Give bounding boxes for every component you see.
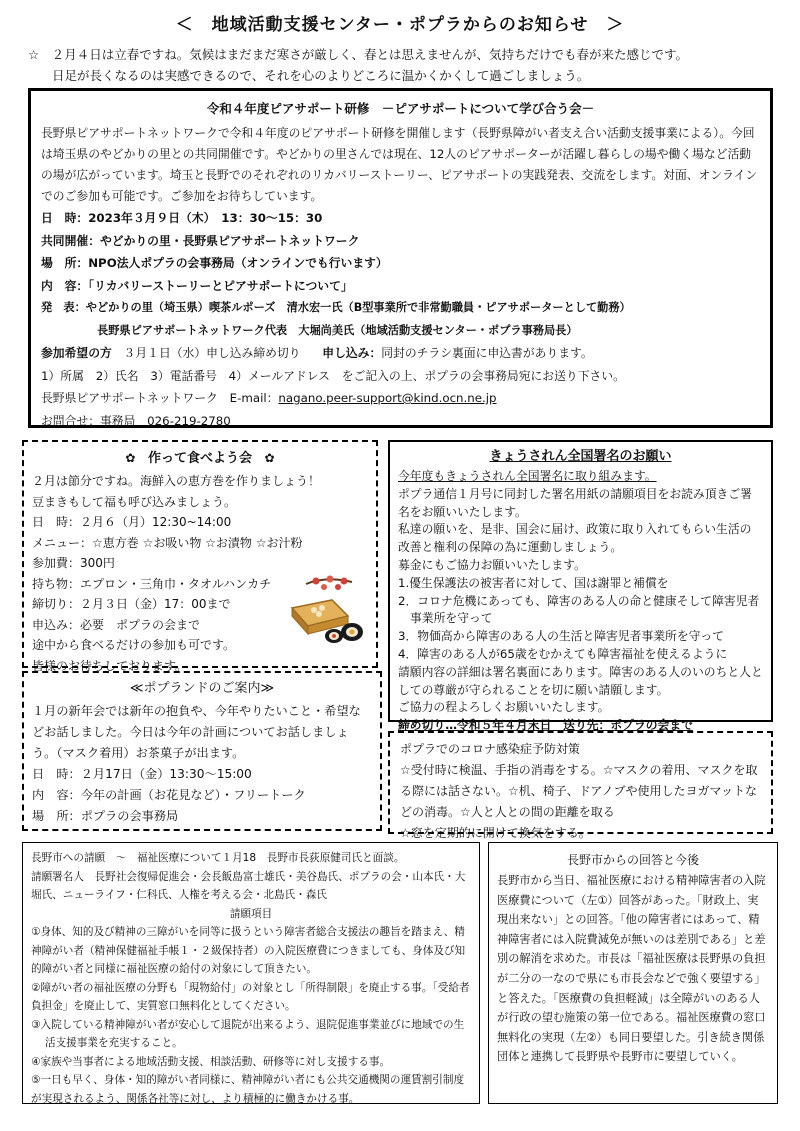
- petition-item-2: 2．コロナ危機にあっても、障害のある人の命と健康そして障害児者事業所を守って: [398, 593, 760, 626]
- covid-section: [388, 731, 773, 840]
- cooking-items: 持ち物：エプロン・三角巾・タオルハンカチ: [32, 576, 272, 591]
- petition-heading: きょうされん全国署名のお願い: [489, 449, 672, 464]
- cooking-deadline: 締切り：２月３日（金）17：00まで: [32, 597, 231, 611]
- cooking-fee: 参加費：300円: [32, 556, 115, 570]
- popland-heading: ≪ポプランドのご案内≫: [129, 681, 275, 696]
- popland-content: 内 容：今年の計画（お花見など）・フリートーク: [32, 788, 306, 802]
- answer-body: 長野市から当日、福祉医療における精神障害者の入院医療費について（左①）回答があった。「財政上、実現出来ない」との回答。「他の障害者にはあって、精神障害者には入院費減免が無いのは差別である」と差別の解消を求めた。市長は「福祉医療は長野県の負担が二分の一なので県にも市長会などで強く要望する」と答えた。「医療費の負担軽減」は全障がいのある人が行政の望む施策の第一位である。福祉医療費の窓口無料化の実現（左②）も同日要望した。引き続き関係団体と連携して長野県や長野市に要望していく。: [497, 874, 766, 1064]
- popland-date: 日 時：２月17日（金）13:30～15:00: [32, 767, 252, 781]
- request-item-2: ②障がい者の福祉医療の分野も「現物給付」の対象とし「所得制限」を廃止する事。「受給者負担金」を廃止して、実質窓口無料化としてください。: [31, 981, 470, 1012]
- peer-support-speaker-1: 発 表：やどかりの里（埼玉県）喫茶ルポーズ 清水宏一氏（B型事業所で非常勤職員・ピアサポーターとして勤務）: [41, 301, 631, 314]
- flower-icon: ✿: [264, 451, 275, 465]
- cooking-date: 日 時：２月６（月）12:30~14:00: [32, 515, 232, 529]
- intro-line-1: ☆ ２月４日は立春ですね。気候はまだまだ寒さが厳しく、春とは思えませんが、気持ちだけでも春が来た感じです。: [28, 47, 688, 62]
- covid-heading: ポプラでのコロナ感染症予防対策: [400, 742, 581, 756]
- petition-item-1: 1.優生保護法の被害者に対して、国は謝罪と補償を: [398, 575, 669, 590]
- cooking-menu: メニュー：☆恵方巻 ☆お吸い物 ☆お漬物 ☆お汁粉: [32, 535, 303, 550]
- petition-line-2: ポプラ通信１月号に同封した署名用紙の請願項目をお読み頂きご署名をお願いいたします。: [398, 486, 752, 519]
- cooking-apply: 申込み：必要 ポプラの会まで: [32, 617, 201, 632]
- peer-support-cohost: 共同開催：やどかりの里・長野県ピアサポートネットワーク: [41, 233, 360, 248]
- request-line-1: 長野市への請願 ～ 福祉医療について１月18 長野市長荻原健司氏と面談。: [31, 852, 405, 864]
- peer-support-description: 長野県ピアサポートネットワークで令和４年度のピアサポート研修を開催します（長野県障がい者支え合い活動支援事業による）。今回は埼玉県のやどかりの里との共同開催です。やどかりの里さんでは現在、12人のピアサポーターが活躍し暮らしの場や働く場など活動の場が広がっています。埼玉と長野でのそれぞれのリカバリーストーリー、ピアサポートの実践発表、交流をします。対面、オンラインでのご参加も可能です。ご参加をお待ちしています。: [41, 126, 758, 203]
- petition-line-1: 今年度もきょうされん全国署名に取り組みます。: [398, 469, 657, 483]
- request-items-heading: 請願項目: [229, 907, 273, 920]
- flower-icon: ✿: [125, 451, 136, 465]
- apply-method: 同封のチラシ裏面に申込書があります。: [381, 346, 593, 360]
- peer-support-fields: 1）所属 2）氏名 3）電話番号 4）メールアドレス をご記入の上、ポプラの会事務局宛にお送り下さい。: [41, 368, 625, 383]
- petition-item-3: 3．物価高から障害のある人の生活と障害児者事業所を守って: [398, 629, 725, 644]
- peer-support-section: [28, 88, 773, 428]
- cooking-section: [22, 440, 378, 673]
- peer-support-heading: 令和４年度ピアサポート研修 －ピアサポートについて学び合う会－: [206, 101, 595, 116]
- city-request-section: [22, 842, 480, 1104]
- city-answer-section: [488, 842, 778, 1104]
- popland-place: 場 所：ポプラの会事務局: [32, 809, 179, 823]
- cooking-heading: 作って食べよう会: [147, 451, 252, 466]
- email-link[interactable]: nagano.peer-support@kind.ocn.ne.jp: [278, 391, 497, 405]
- cooking-note: 途中から食べるだけの参加も可です。: [32, 638, 236, 652]
- petition-line-3: 私達の願いを、是非、国会に届け、政策に取り入れてもらい生活の改善と権利の保障の為に運動しましょう。: [398, 522, 752, 555]
- request-item-3: ③入院している精神障がい者が安心して退院が出来るよう、退院促進事業並びに地域での生活支援事業を充実すること。: [31, 1018, 465, 1049]
- request-line-2: 請願署名人 長野社会復帰促進会・会長飯島富士雄氏・美谷島氏、ポプラの会・山本氏・大堀氏、ニューライフ・仁科氏、人権を考える会・北島氏・森氏: [31, 870, 466, 901]
- petition-line-5: 請願内容の詳細は署名裏面にあります。障害のある人のいのちと人としての尊厳が守られることを切に願い請願します。: [398, 664, 763, 697]
- cooking-closing: 皆様のお待ちしております。: [32, 658, 188, 673]
- petition-deadline: 締め切り…令和５年４月末日 送り先：ポプラの会まで: [398, 718, 693, 733]
- intro-section: [28, 44, 788, 86]
- cooking-heading-row: [32, 446, 368, 471]
- petition-item-4: 4．障害のある人が65歳をむかえても障害福祉を使えるように: [398, 646, 728, 661]
- peer-support-email-row: [41, 387, 760, 410]
- setsubun-illustration: [286, 574, 366, 646]
- request-item-5: ⑤一日も早く、身体・知的障がい者同様に、精神障がい者にも公共交通機関の運賃割引制度が実現されるよう、関係各社等に対し、より積極的に働きかける事。: [31, 1074, 465, 1105]
- email-label: 長野県ピアサポートネットワーク E-mail：: [41, 391, 279, 405]
- petition-line-6: ご協力の程よろしくお願いいたします。: [398, 700, 610, 715]
- cooking-line-2: 豆まきもして福も呼び込みましょう。: [32, 494, 237, 509]
- petition-section: [388, 440, 773, 733]
- apply-label-2: 申し込み：: [322, 346, 382, 360]
- peer-support-speaker-2: 長野県ピアサポートネットワーク代表 大堀尚美氏（地域活動支援センター・ポプラ事務局長）: [97, 323, 578, 337]
- intro-line-2: 日足が長くなるのは実感できるので、それを心のよりどころに温かくかくして過ごしましょう。: [52, 68, 590, 83]
- cooking-line-1: ２月は節分ですね。海鮮入の恵方巻を作りましょう！: [32, 474, 321, 488]
- request-item-4: ④家族や当事者による地域活動支援、相談活動、研修等に対し支援する事。: [31, 1055, 391, 1068]
- popland-section: [22, 671, 382, 831]
- answer-heading: 長野市からの回答と今後: [566, 853, 699, 867]
- peer-support-apply: [41, 342, 760, 365]
- apply-deadline: ３月１日（水）申し込み締め切り: [123, 346, 301, 360]
- petition-line-4: 募金にもご協力お願いいたします。: [398, 557, 586, 572]
- peer-support-content: 内 容：「リカバリーストーリーとピアサポートについて」: [41, 278, 353, 293]
- popland-line-1: １月の新年会では新年の抱負や、今年やりたいこと・希望などお話しました。今日は今年の計画についてお話しましょう。（マスク着用）お茶菓子が出ます。: [32, 704, 361, 760]
- page-title: ＜ 地域活動支援センター・ポプラからのお知らせ ＞: [175, 15, 625, 35]
- peer-support-place: 場 所：NPO法人ポプラの会事務局（オンラインでも行います）: [41, 256, 388, 270]
- peer-support-date: 日 時：2023年３月９日（木） 13：30～15：30: [41, 211, 323, 225]
- covid-line-1: ☆受付時に検温、手指の消毒をする。☆マスクの着用、マスクを取る際には話さない。☆机、椅子、ドアノブや使用したヨガマットなどの消毒。☆人と人との間の距離を取る: [400, 763, 758, 819]
- covid-line-2: ☆窓を定期的に開けて換気をする。: [400, 826, 591, 840]
- apply-label: 参加希望の方: [41, 346, 112, 360]
- peer-support-contact: お問合せ：事務局 026-219-2780: [41, 413, 231, 428]
- request-item-1: ①身体、知的及び精神の三障がいを同等に扱うという障害者総合支援法の趣旨を踏まえ、精神障がい者（精神保健福祉手帳１・２級保持者）の入院医療費につきましても、身体及び知的障がい者と同様に福祉医療の給付の対象にして頂きたい。: [31, 926, 466, 975]
